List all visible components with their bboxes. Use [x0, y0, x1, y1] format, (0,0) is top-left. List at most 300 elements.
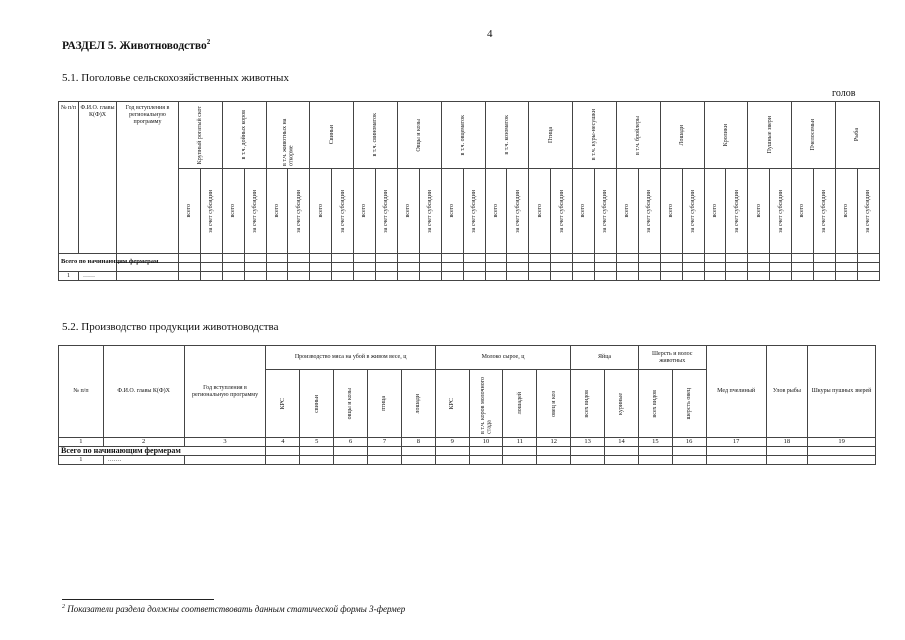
empty-cell: [401, 456, 435, 465]
empty-cell: [507, 254, 529, 263]
sub-header-subsidy: [595, 169, 617, 254]
empty-cell: [200, 263, 222, 272]
sub-header-all-text: всего: [843, 204, 850, 218]
col-header: [184, 346, 266, 438]
empty-cell: [605, 456, 639, 465]
group-header-text: Свиньи: [328, 125, 335, 145]
sub-header-subsidy-text: за счет субсидии: [295, 189, 302, 233]
header-row: [59, 102, 880, 169]
col-header-text: Год вступления в региональную программу: [191, 385, 259, 398]
empty-cell: [551, 254, 573, 263]
empty-cell: [808, 447, 876, 456]
empty-cell: [808, 456, 876, 465]
group-header-text: Пчелосемьи: [810, 119, 817, 151]
empty-cell: [244, 263, 266, 272]
empty-cell: [485, 263, 507, 272]
column-number: [503, 438, 537, 447]
milk-sub-header: [435, 370, 469, 438]
empty-cell: [835, 272, 857, 281]
empty-cell: [222, 272, 244, 281]
empty-cell: [672, 447, 706, 456]
empty-cell: [792, 263, 814, 272]
group-header-text: в т.ч. животных на откорме: [281, 118, 294, 166]
group-header-text: в т.ч. свиноматок: [372, 113, 379, 157]
wool-sub-header-text: шерсть овец: [686, 387, 692, 420]
sub-header-subsidy: [332, 169, 354, 254]
column-number-text: 17: [732, 437, 740, 445]
sub-header-all: [441, 169, 463, 254]
empty-cell: [354, 254, 376, 263]
sub-header-subsidy: [726, 169, 748, 254]
empty-cell: [857, 263, 879, 272]
table1-unit: голов: [832, 88, 856, 99]
empty-cell: [334, 447, 368, 456]
column-number-text: 14: [618, 437, 625, 445]
empty-cell: [244, 272, 266, 281]
sub-header-all-text: всего: [624, 204, 631, 218]
group-header: [397, 102, 441, 169]
sub-header-all: [354, 169, 376, 254]
row-name: [79, 272, 117, 281]
empty-cell: [368, 447, 402, 456]
group-header: [529, 102, 573, 169]
sub-header-all: [485, 169, 507, 254]
sub-header-all-text: всего: [755, 204, 762, 218]
empty-cell: [376, 272, 398, 281]
empty-cell: [616, 254, 638, 263]
group-header-text: Пушные звери: [766, 116, 773, 154]
empty-cell: [660, 272, 682, 281]
empty-cell: [835, 254, 857, 263]
total-label-text: Всего по начинающим фермерам: [61, 446, 181, 455]
empty-cell: [706, 456, 766, 465]
empty-cell: [792, 254, 814, 263]
column-number-text: 12: [550, 437, 557, 445]
meat-sub-header: [300, 370, 334, 438]
column-number: [766, 438, 807, 447]
empty-cell: [638, 272, 660, 281]
footnote-separator: [62, 599, 214, 600]
wool-sub-header: [672, 370, 706, 438]
empty-cell: [266, 447, 300, 456]
table-row: [59, 456, 876, 465]
empty-cell: [397, 254, 419, 263]
empty-cell: [419, 272, 441, 281]
column-number: [184, 438, 266, 447]
empty-cell: [595, 272, 617, 281]
col-header: [79, 102, 117, 254]
group-header-text: Лошади: [679, 124, 685, 146]
empty-cell: [288, 254, 310, 263]
section-title: [62, 38, 210, 52]
empty-cell: [638, 254, 660, 263]
empty-cell: [503, 456, 537, 465]
sub-header-all: [573, 169, 595, 254]
sub-header-subsidy: [857, 169, 879, 254]
table-row: [59, 272, 880, 281]
empty-cell: [300, 456, 334, 465]
sub-header-subsidy: [682, 169, 704, 254]
empty-cell: [354, 272, 376, 281]
empty-cell: [529, 272, 551, 281]
column-number: [605, 438, 639, 447]
sub-header-subsidy: [376, 169, 398, 254]
column-number: [334, 438, 368, 447]
production-table: [58, 345, 876, 465]
sub-header-subsidy: [419, 169, 441, 254]
row-number-text: 1: [67, 272, 70, 279]
meat-sub-header-text: свиньи: [313, 394, 320, 413]
empty-cell: [595, 254, 617, 263]
empty-cell: [748, 263, 770, 272]
milk-sub-header-text: лошадей: [516, 392, 523, 415]
group-header: [748, 102, 792, 169]
sub-header-all: [179, 169, 201, 254]
empty-cell: [222, 254, 244, 263]
empty-cell: [571, 456, 605, 465]
milk-header-text: Молоко сырое, ц: [481, 354, 525, 361]
empty-cell: [537, 456, 571, 465]
empty-cell: [726, 263, 748, 272]
eggs-sub-header: [571, 370, 605, 438]
empty-cell: [419, 263, 441, 272]
extra-header-text: Улов рыбы: [772, 388, 801, 395]
empty-cell: [638, 263, 660, 272]
group-header-text: в т.ч. козоматок: [503, 115, 510, 155]
sub-header-subsidy: [770, 169, 792, 254]
sub-header-all-text: всего: [711, 204, 718, 218]
empty-cell: [704, 272, 726, 281]
group-header-text: в т.ч. куры-несушки: [591, 109, 598, 161]
total-row: [59, 447, 876, 456]
wool-sub-header-text: всех видов: [652, 389, 659, 418]
empty-cell: [463, 272, 485, 281]
sub-header-all-text: всего: [230, 204, 237, 218]
empty-cell: [814, 272, 836, 281]
row-name-text: ……: [83, 272, 95, 279]
page-number: 4: [487, 28, 493, 40]
milk-sub-header-text: в т.ч. коров молочного стада: [479, 376, 493, 434]
sub-header-subsidy-text: за счет субсидии: [558, 189, 565, 233]
meat-sub-header: [368, 370, 402, 438]
empty-cell: [638, 447, 672, 456]
sub-header-all: [266, 169, 288, 254]
footnote: [62, 604, 405, 614]
empty-cell: [503, 447, 537, 456]
table2-title: 5.2. Производство продукции животноводства: [62, 321, 279, 333]
meat-header-text: Производство мяса на убой в живом весе, ц: [294, 354, 407, 361]
total-label: [59, 254, 159, 272]
column-numbers-row: [59, 438, 876, 447]
column-number: [469, 438, 503, 447]
empty-cell: [616, 263, 638, 272]
sub-header-subsidy-text: за счет субсидии: [602, 189, 609, 233]
column-number-text: 8: [416, 437, 420, 445]
empty-cell: [401, 447, 435, 456]
empty-cell: [551, 272, 573, 281]
extra-header: [766, 346, 807, 438]
group-header-text: в т.ч. овцематок: [460, 114, 467, 156]
group-header: [660, 102, 704, 169]
eggs-sub-header-text: всех видов: [584, 389, 591, 418]
empty-cell: [441, 263, 463, 272]
sub-header-subsidy-text: за счет субсидии: [251, 189, 258, 233]
column-number: [435, 438, 469, 447]
empty-cell: [672, 456, 706, 465]
column-number-text: 9: [450, 437, 454, 445]
empty-cell: [726, 254, 748, 263]
empty-cell: [179, 254, 201, 263]
empty-cell: [397, 272, 419, 281]
total-row: [59, 254, 880, 263]
empty-cell: [310, 263, 332, 272]
extra-header: [706, 346, 766, 438]
empty-cell: [573, 254, 595, 263]
empty-cell: [463, 263, 485, 272]
empty-cell: [616, 272, 638, 281]
column-number: [300, 438, 334, 447]
empty-cell: [179, 272, 201, 281]
empty-cell: [266, 456, 300, 465]
empty-cell: [704, 263, 726, 272]
column-number: [368, 438, 402, 447]
empty-cell: [726, 272, 748, 281]
empty-cell: [770, 272, 792, 281]
header-row: [59, 346, 876, 370]
empty-cell: [605, 447, 639, 456]
col-header-text: Ф.И.О. главы К(Ф)Х: [117, 388, 170, 395]
total-label: [59, 447, 266, 456]
sub-header-all-text: всего: [273, 204, 280, 218]
row-name-text: …….: [107, 457, 122, 464]
extra-header-text: Мед пчелиный: [717, 388, 756, 395]
empty-cell: [573, 272, 595, 281]
group-header: [441, 102, 485, 169]
column-number-text: 11: [516, 437, 524, 445]
total-row-cont: [59, 263, 880, 272]
meat-header: [266, 346, 435, 370]
milk-sub-header-text: КРС: [449, 397, 456, 410]
empty-cell: [368, 456, 402, 465]
column-number: [401, 438, 435, 447]
empty-cell: [682, 272, 704, 281]
wool-header-text: Шерсть и волос животных: [652, 351, 693, 364]
empty-cell: [332, 272, 354, 281]
sub-header-subsidy-text: за счет субсидии: [777, 189, 784, 233]
empty-cell: [660, 263, 682, 272]
sub-header-all: [704, 169, 726, 254]
row-number-text: 1: [79, 457, 83, 464]
column-number: [537, 438, 571, 447]
sub-header-subsidy-text: за счет субсидии: [689, 189, 696, 233]
empty-cell: [179, 263, 201, 272]
column-number: [571, 438, 605, 447]
empty-cell: [117, 272, 179, 281]
group-header: [792, 102, 836, 169]
empty-cell: [529, 254, 551, 263]
empty-cell: [200, 272, 222, 281]
column-number-text: 2: [142, 437, 146, 445]
column-number-text: 7: [382, 437, 387, 445]
meat-sub-header: [334, 370, 368, 438]
group-header: [179, 102, 223, 169]
empty-cell: [485, 272, 507, 281]
empty-cell: [222, 263, 244, 272]
empty-cell: [638, 456, 672, 465]
section-title-text: РАЗДЕЛ 5. Животноводство: [62, 39, 207, 52]
column-number-text: 13: [584, 437, 591, 445]
milk-header: [435, 346, 570, 370]
sub-header-all: [835, 169, 857, 254]
column-number: [706, 438, 766, 447]
group-header-text: Овцы и козы: [416, 118, 423, 152]
row-number: [59, 456, 104, 465]
empty-cell: [770, 254, 792, 263]
milk-sub-header: [503, 370, 537, 438]
empty-cell: [595, 263, 617, 272]
group-header: [573, 102, 617, 169]
column-number: [672, 438, 706, 447]
column-number-text: 15: [652, 437, 659, 445]
empty-cell: [835, 263, 857, 272]
group-header: [354, 102, 398, 169]
empty-cell: [310, 254, 332, 263]
empty-cell: [507, 272, 529, 281]
group-header-text: Кролики: [722, 123, 729, 147]
meat-sub-header-text: КРС: [279, 397, 286, 410]
empty-cell: [435, 447, 469, 456]
wool-header: [638, 346, 706, 370]
col-header-text: Год вступления в региональную программу: [125, 105, 170, 125]
sub-header-all-text: всего: [668, 204, 675, 218]
empty-cell: [441, 272, 463, 281]
column-number-text: 1: [79, 437, 83, 445]
sub-header-all-text: всего: [317, 204, 324, 218]
empty-cell: [310, 272, 332, 281]
sub-header-all-text: всего: [580, 204, 587, 218]
sub-header-all: [222, 169, 244, 254]
sub-header-subsidy-text: за счет субсидии: [646, 189, 653, 233]
empty-cell: [435, 456, 469, 465]
group-header-text: в т.ч. дойных коров: [241, 110, 248, 160]
sub-header-all-text: всего: [492, 204, 499, 218]
sub-header-subsidy-text: за счет субсидии: [514, 189, 521, 233]
footnote-ref: 2: [206, 38, 211, 46]
meat-sub-header-text: лошади: [415, 393, 422, 414]
empty-cell: [529, 263, 551, 272]
col-header: [117, 102, 179, 254]
group-header: [704, 102, 748, 169]
group-header-text: Рыба: [854, 128, 861, 142]
empty-cell: [397, 263, 419, 272]
column-number-text: 19: [838, 437, 845, 445]
group-header-text: Птица: [547, 126, 554, 144]
group-header: [222, 102, 266, 169]
sub-header-subsidy: [463, 169, 485, 254]
empty-cell: [332, 254, 354, 263]
sub-header-subsidy-text: за счет субсидии: [470, 189, 477, 233]
empty-cell: [244, 254, 266, 263]
empty-cell: [748, 272, 770, 281]
sub-header-all-text: всего: [405, 204, 412, 218]
livestock-table: [58, 101, 880, 281]
empty-cell: [376, 254, 398, 263]
empty-cell: [376, 263, 398, 272]
sub-header-subsidy: [200, 169, 222, 254]
subheader-row: [59, 169, 880, 254]
empty-cell: [660, 254, 682, 263]
footnote-text: Показатели раздела должны соответствовать данным статической формы 3-фермер: [67, 604, 406, 614]
group-header: [616, 102, 660, 169]
empty-cell: [814, 254, 836, 263]
empty-cell: [551, 263, 573, 272]
sub-header-all: [310, 169, 332, 254]
col-header-text: № п/п: [60, 105, 77, 111]
empty-cell: [766, 447, 807, 456]
column-number-text: 4: [281, 437, 285, 445]
meat-sub-header: [266, 370, 300, 438]
total-label-text: Всего по начинающим фермерам: [61, 258, 159, 266]
sub-header-subsidy-text: за счет субсидии: [339, 189, 346, 233]
column-number: [808, 438, 876, 447]
row-name: [103, 456, 184, 465]
empty-cell: [441, 254, 463, 263]
meat-sub-header-text: овцы и козы: [347, 387, 354, 420]
empty-cell: [571, 447, 605, 456]
extra-header-text: Шкуры пушных зверей: [811, 388, 872, 395]
empty-cell: [748, 254, 770, 263]
col-header: [59, 102, 79, 254]
empty-cell: [766, 456, 807, 465]
empty-cell: [288, 263, 310, 272]
empty-cell: [334, 456, 368, 465]
empty-cell: [857, 254, 879, 263]
column-number: [266, 438, 300, 447]
wool-sub-header: [638, 370, 672, 438]
sub-header-subsidy: [507, 169, 529, 254]
group-header-text: в т.ч. бройлеры: [635, 115, 642, 155]
eggs-header-text: Яйца: [598, 354, 612, 361]
column-number: [638, 438, 672, 447]
column-number-text: 3: [223, 437, 227, 445]
sub-header-all-text: всего: [799, 204, 806, 218]
empty-cell: [184, 456, 266, 465]
empty-cell: [469, 447, 503, 456]
empty-cell: [300, 447, 334, 456]
empty-cell: [770, 263, 792, 272]
milk-sub-header: [537, 370, 571, 438]
sub-header-subsidy: [288, 169, 310, 254]
sub-header-all: [529, 169, 551, 254]
empty-cell: [266, 272, 288, 281]
empty-cell: [682, 263, 704, 272]
row-number: [59, 272, 79, 281]
empty-cell: [507, 263, 529, 272]
sub-header-all: [660, 169, 682, 254]
empty-cell: [485, 254, 507, 263]
empty-cell: [266, 263, 288, 272]
group-header: [485, 102, 529, 169]
sub-header-subsidy-text: за счет субсидии: [383, 189, 390, 233]
sub-header-all: [616, 169, 638, 254]
sub-header-all: [748, 169, 770, 254]
sub-header-subsidy-text: за счет субсидии: [821, 189, 828, 233]
empty-cell: [266, 254, 288, 263]
column-number-text: 18: [783, 437, 791, 445]
eggs-header: [571, 346, 639, 370]
empty-cell: [463, 254, 485, 263]
empty-cell: [288, 272, 310, 281]
